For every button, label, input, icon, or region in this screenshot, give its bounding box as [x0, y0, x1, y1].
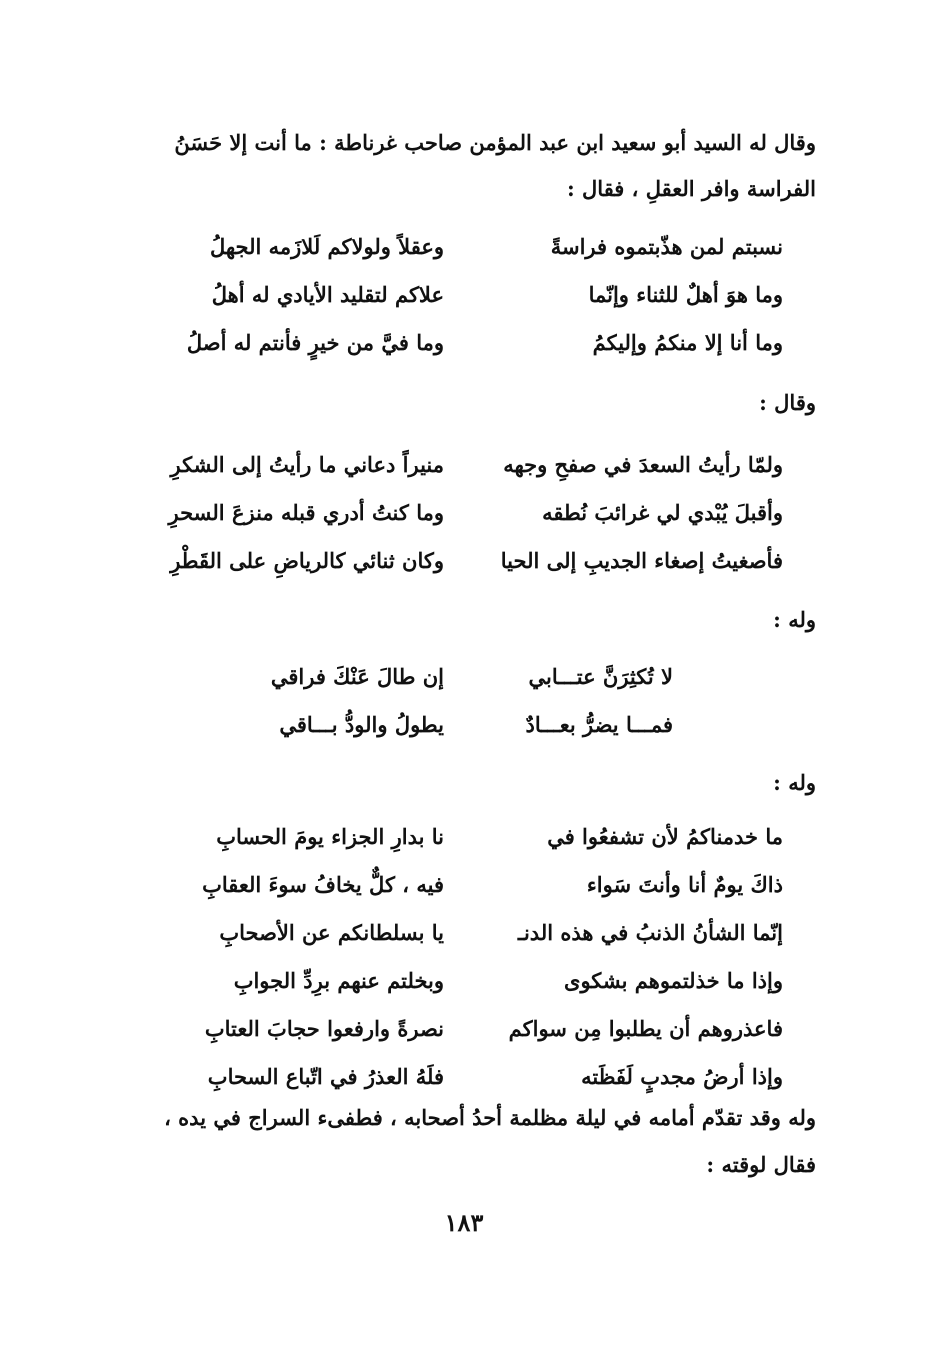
intro-line-1: وقال له السيد أبو سعيد ابن عبد المؤمن صاحب غرناطة : ما أنت إلا حَسَنُ: [174, 130, 816, 155]
verse: [0, 662, 928, 710]
verse: [0, 1014, 928, 1062]
verse: [0, 450, 928, 498]
verse-first-hemistich: وإذا أرضُ مجدبٍ لَفَظَته: [581, 1064, 783, 1089]
verse: [0, 870, 928, 918]
verse-first-hemistich: وما هوَ أهلٌ للثناء وإنّما: [588, 282, 783, 307]
section-heading: وله :: [773, 607, 816, 632]
verse-second-hemistich: وبخلتم عنهم برِدِّ الجوابِ: [233, 968, 444, 993]
verse-second-hemistich: يا بسلطانكم عن الأصحابِ: [219, 920, 444, 945]
poem-4: [0, 822, 928, 1110]
verse-first-hemistich: وإذا ما خذلتموهم بشكوى: [564, 968, 783, 993]
verse-first-hemistich: ما خدمناكمُ لأن تشفعُوا في: [547, 824, 783, 849]
verse: [0, 822, 928, 870]
verse-second-hemistich: وعقلاً ولولاكم لَلازَمه الجهلُ: [209, 234, 444, 259]
poem-2: [0, 450, 928, 594]
verse: [0, 328, 928, 376]
intro-line-2: الفراسة وافر العقلِ ، فقال :: [566, 176, 816, 201]
verse: [0, 546, 928, 594]
verse-first-hemistich: وأقبلَ يُبْدي لي غرائبَ نُطقه: [542, 500, 783, 525]
verse: [0, 918, 928, 966]
verse-second-hemistich: نصرةً وارفعوا حجابَ العتابِ: [204, 1016, 444, 1041]
closing-line-1: وله وقد تقدّم أمامه في ليلة مظلمة أحدُ أصحابه ، فطفىء السراج في يده ،: [164, 1105, 816, 1130]
verse-second-hemistich: يطولُ والودُّ بـــاقي: [279, 712, 444, 737]
verse: [0, 498, 928, 546]
verse-second-hemistich: فيه ، كلٌّ يخافُ سوءَ العقابِ: [202, 872, 444, 897]
verse-second-hemistich: وكان ثنائي كالرياضِ على القَطْرِ: [170, 548, 444, 573]
verse-first-hemistich: إنّما الشأنُ الذنبُ في هذه الدنـ: [517, 920, 783, 945]
section-heading: وله :: [773, 770, 816, 795]
closing-line-2: فقال لوقته :: [706, 1152, 816, 1177]
verse-first-hemistich: نسبتم لمن هذّبتموه فراسةً: [550, 234, 783, 259]
section-heading: وقال :: [759, 390, 816, 415]
verse-first-hemistich: وما أنا إلا منكمُ وإليكمُ: [592, 330, 783, 355]
verse-second-hemistich: نا بدارِ الجزاء يومَ الحسابِ: [216, 824, 444, 849]
verse-first-hemistich: ولمّا رأيتُ السعدَ في صفحِ وجهه: [503, 452, 783, 477]
verse-second-hemistich: علاكم لتقليد الأيادي له أهلُ: [211, 282, 444, 307]
verse-first-hemistich: فأصغيتُ إصغاء الجديبِ إلى الحيا: [500, 548, 783, 573]
poem-1: [0, 232, 928, 376]
verse-second-hemistich: فلَهُ العذرُ في اتّباع السحابِ: [207, 1064, 444, 1089]
verse-second-hemistich: وما فيَّ من خيرٍ فأنتم له أصلُ: [186, 330, 444, 355]
verse-first-hemistich: لا تُكثِرَنَّ عتـــابي: [528, 664, 673, 689]
verse-second-hemistich: إن طالَ عَنْكَ فراقي: [270, 664, 444, 689]
verse-first-hemistich: فمـــا يضرُّ بعـــادٌ: [525, 712, 673, 737]
verse: [0, 966, 928, 1014]
verse: [0, 232, 928, 280]
verse-first-hemistich: فاعذروهم أن يطلبوا مِن سواكم: [508, 1016, 783, 1041]
verse-second-hemistich: منيراً دعاني ما رأيتُ إلى الشكرِ: [170, 452, 444, 477]
verse-first-hemistich: ذاكَ يومٌ أنا وأنتَ سَواء: [586, 872, 783, 897]
verse: [0, 710, 928, 758]
verse: [0, 280, 928, 328]
verse-second-hemistich: وما كنتُ أدري قبله منزعَ السحرِ: [168, 500, 444, 525]
poem-3: [0, 662, 928, 758]
page-number: ١٨٣: [444, 1208, 484, 1237]
